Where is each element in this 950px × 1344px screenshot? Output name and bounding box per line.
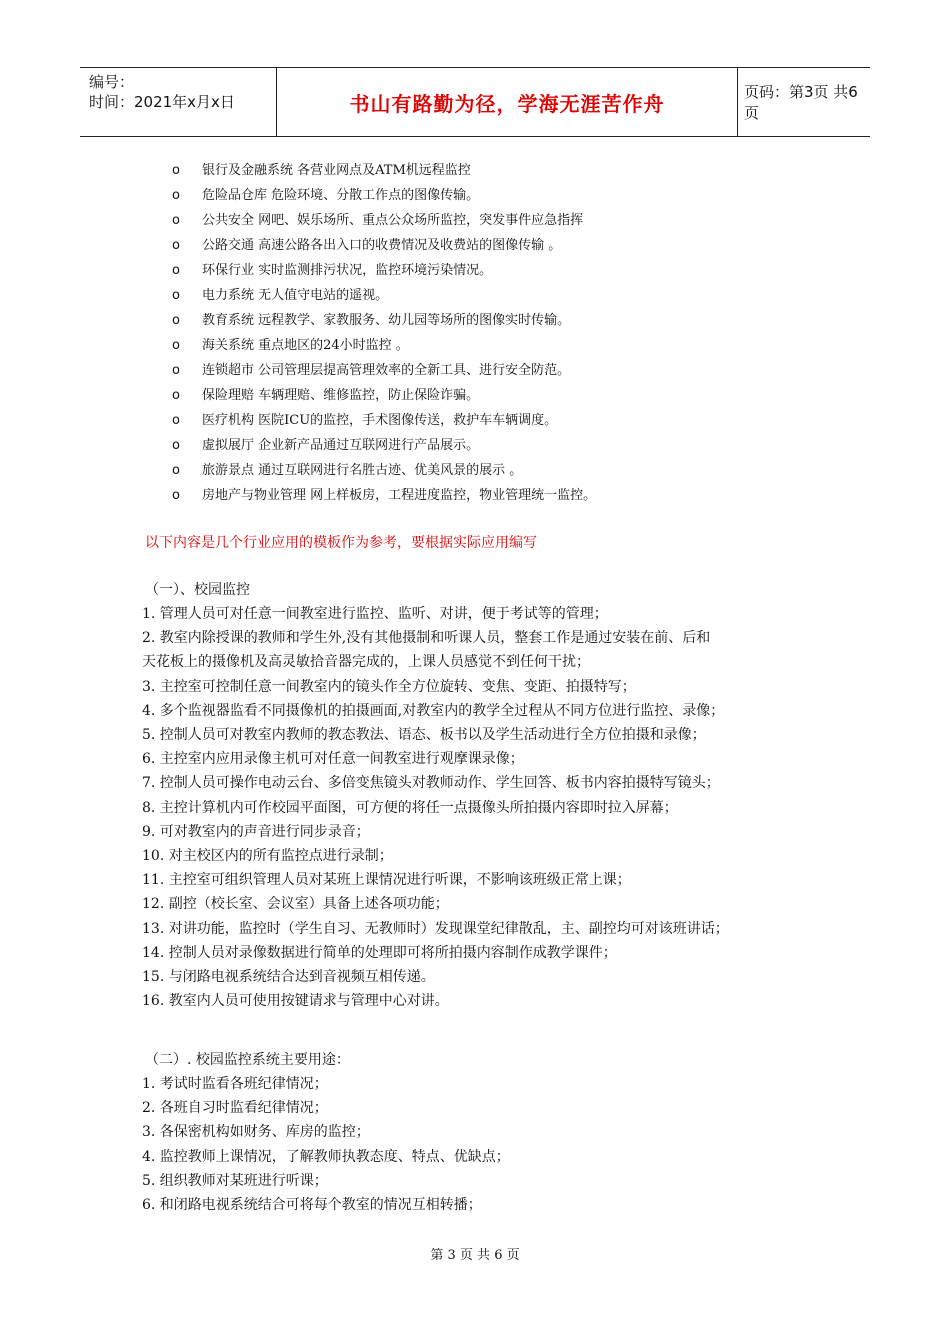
bullet-text: 公共安全 网吧、娱乐场所、重点公众场所监控，突发事件应急指挥 xyxy=(202,213,584,228)
list-item xyxy=(172,358,812,383)
bullet-text: 保险理赔 车辆理赔、维修监控，防止保险诈骗。 xyxy=(202,388,480,403)
bullet-text: 电力系统 无人值守电站的遥视。 xyxy=(202,288,389,303)
section-campus-monitoring xyxy=(142,578,822,1013)
application-bullet-list xyxy=(172,158,812,508)
header-page-cell xyxy=(738,68,870,136)
list-item xyxy=(172,158,812,183)
bullet-marker: o xyxy=(172,438,180,453)
bullet-text: 危险品仓库 危险环境、分散工作点的图像传输。 xyxy=(202,188,480,203)
list-item xyxy=(172,308,812,333)
section-title: （一）、校园监控 xyxy=(145,582,250,598)
bullet-marker: o xyxy=(172,463,180,478)
section-item: 2. 各班自习时监看纪律情况； xyxy=(142,1100,328,1117)
section-item: 11. 主控室可组织管理人员对某班上课情况进行听课，不影响该班级正常上课； xyxy=(142,872,631,889)
bullet-marker: o xyxy=(172,363,180,378)
document-date-label: 时间：2021年x月x日 xyxy=(89,93,235,111)
section-item: 3. 主控室可控制任意一间教室内的镜头作全方位旋转、变焦、变距、拍摄特写； xyxy=(142,678,636,695)
list-item xyxy=(172,208,812,233)
bullet-text: 海关系统 重点地区的24小时监控 。 xyxy=(202,338,409,353)
header-meta-cell xyxy=(80,68,277,136)
section-item: 5. 控制人员可对教室内教师的教态教法、语态、板书以及学生活动进行全方位拍摄和录像； xyxy=(142,727,706,744)
bullet-text: 连锁超市 公司管理层提高管理效率的全新工具、进行安全防范。 xyxy=(202,363,571,378)
section-item: 6. 主控室内应用录像主机可对任意一间教室进行观摩课录像； xyxy=(142,751,524,768)
section-item: 2. 教室内除授课的教师和学生外,没有其他摄制和听课人员，整套工作是通过安装在前、后和 xyxy=(142,630,711,647)
section-item-list xyxy=(142,1072,822,1217)
list-item xyxy=(172,258,812,283)
bullet-marker: o xyxy=(172,388,180,403)
list-item xyxy=(172,283,812,308)
bullet-marker: o xyxy=(172,413,180,428)
bullet-marker: o xyxy=(172,488,180,503)
bullet-marker: o xyxy=(172,313,180,328)
section-item: 4. 监控教师上课情况，了解教师执教态度、特点、优缺点； xyxy=(142,1148,510,1165)
section-item: 8. 主控计算机内可作校园平面图，可方便的将任一点摄像头所拍摄内容即时拉入屏幕； xyxy=(142,799,678,816)
list-item xyxy=(172,183,812,208)
bullet-marker: o xyxy=(172,163,180,178)
bullet-text: 公路交通 高速公路各出入口的收费情况及收费站的图像传输 。 xyxy=(202,238,562,253)
bullet-text: 银行及金融系统 各营业网点及ATM机远程监控 xyxy=(202,163,471,178)
section-item: 10. 对主校区内的所有监控点进行录制； xyxy=(142,848,393,865)
list-item xyxy=(172,233,812,258)
section-item: 16. 教室内人员可使用按键请求与管理中心对讲。 xyxy=(142,993,449,1010)
bullet-text: 医疗机构 医院ICU的监控，手术图像传送，救护车车辆调度。 xyxy=(202,413,558,428)
section-title: （二）. 校园监控系统主要用途： xyxy=(145,1052,350,1068)
section-item: 5. 组织教师对某班进行听课； xyxy=(142,1172,328,1189)
section-item: 15. 与闭路电视系统结合达到音视频互相传递。 xyxy=(142,969,435,986)
section-item: 6. 和闭路电视系统结合可将每个教室的情况互相转播； xyxy=(142,1197,482,1214)
list-item xyxy=(172,383,812,408)
bullet-text: 教育系统 远程教学、家教服务、幼儿园等场所的图像实时传输。 xyxy=(202,313,571,328)
bullet-marker: o xyxy=(172,263,180,278)
section-item-list xyxy=(142,602,822,1013)
section-item: 14. 控制人员对录像数据进行简单的处理即可将所拍摄内容制作成教学课件； xyxy=(142,944,617,961)
list-item xyxy=(172,458,812,483)
bullet-marker: o xyxy=(172,288,180,303)
bullet-text: 旅游景点 通过互联网进行名胜古迹、优美风景的展示 。 xyxy=(202,463,523,478)
section-item: 12. 副控（校长室、会议室）具备上述各项功能； xyxy=(142,896,449,913)
section-item: 天花板上的摄像机及高灵敏拾音器完成的，上课人员感觉不到任何干扰； xyxy=(142,654,590,671)
section-item: 9. 可对教室内的声音进行同步录音； xyxy=(142,823,370,840)
bullet-marker: o xyxy=(172,188,180,203)
bullet-marker: o xyxy=(172,213,180,228)
bullet-text: 环保行业 实时监测排污状况，监控环境污染情况。 xyxy=(202,263,493,278)
section-item: 3. 各保密机构如财务、库房的监控； xyxy=(142,1124,370,1141)
list-item xyxy=(172,433,812,458)
list-item xyxy=(172,408,812,433)
section-item: 4. 多个监视器监看不同摄像机的拍摄画面,对教室内的教学全过程从不同方位进行监控、录像； xyxy=(142,702,725,719)
bullet-marker: o xyxy=(172,238,180,253)
section-item: 13. 对讲功能，监控时（学生自习、无教师时）发现课堂纪律散乱，主、副控均可对该班讲话； xyxy=(142,920,729,937)
page-header-table xyxy=(80,67,870,137)
bullet-marker: o xyxy=(172,338,180,353)
section-item: 1. 考试时监看各班纪律情况； xyxy=(142,1076,328,1092)
bullet-text: 房地产与物业管理 网上样板房，工程进度监控，物业管理统一监控。 xyxy=(202,488,597,503)
section-item: 1. 管理人员可对任意一间教室进行监控、监听、对讲，便于考试等的管理； xyxy=(142,606,608,622)
page-footer: 第 3 页 共 6 页 xyxy=(430,1248,520,1263)
section-item: 7. 控制人员可操作电动云台、多倍变焦镜头对教师动作、学生回答、板书内容拍摄特写镜头； xyxy=(142,775,720,792)
list-item xyxy=(172,483,812,508)
header-motto: 书山有路勤为径，学海无涯苦作舟 xyxy=(349,91,665,116)
header-motto-cell xyxy=(277,68,738,136)
template-note: 以下内容是几个行业应用的模板作为参考，要根据实际应用编写 xyxy=(145,535,537,551)
section-campus-monitoring-uses xyxy=(142,1048,822,1217)
bullet-text: 虚拟展厅 企业新产品通过互联网进行产品展示。 xyxy=(202,438,480,453)
document-number-label: 编号： xyxy=(89,73,135,91)
header-page-number: 页码：第3页 共6页 xyxy=(744,83,858,122)
list-item xyxy=(172,333,812,358)
